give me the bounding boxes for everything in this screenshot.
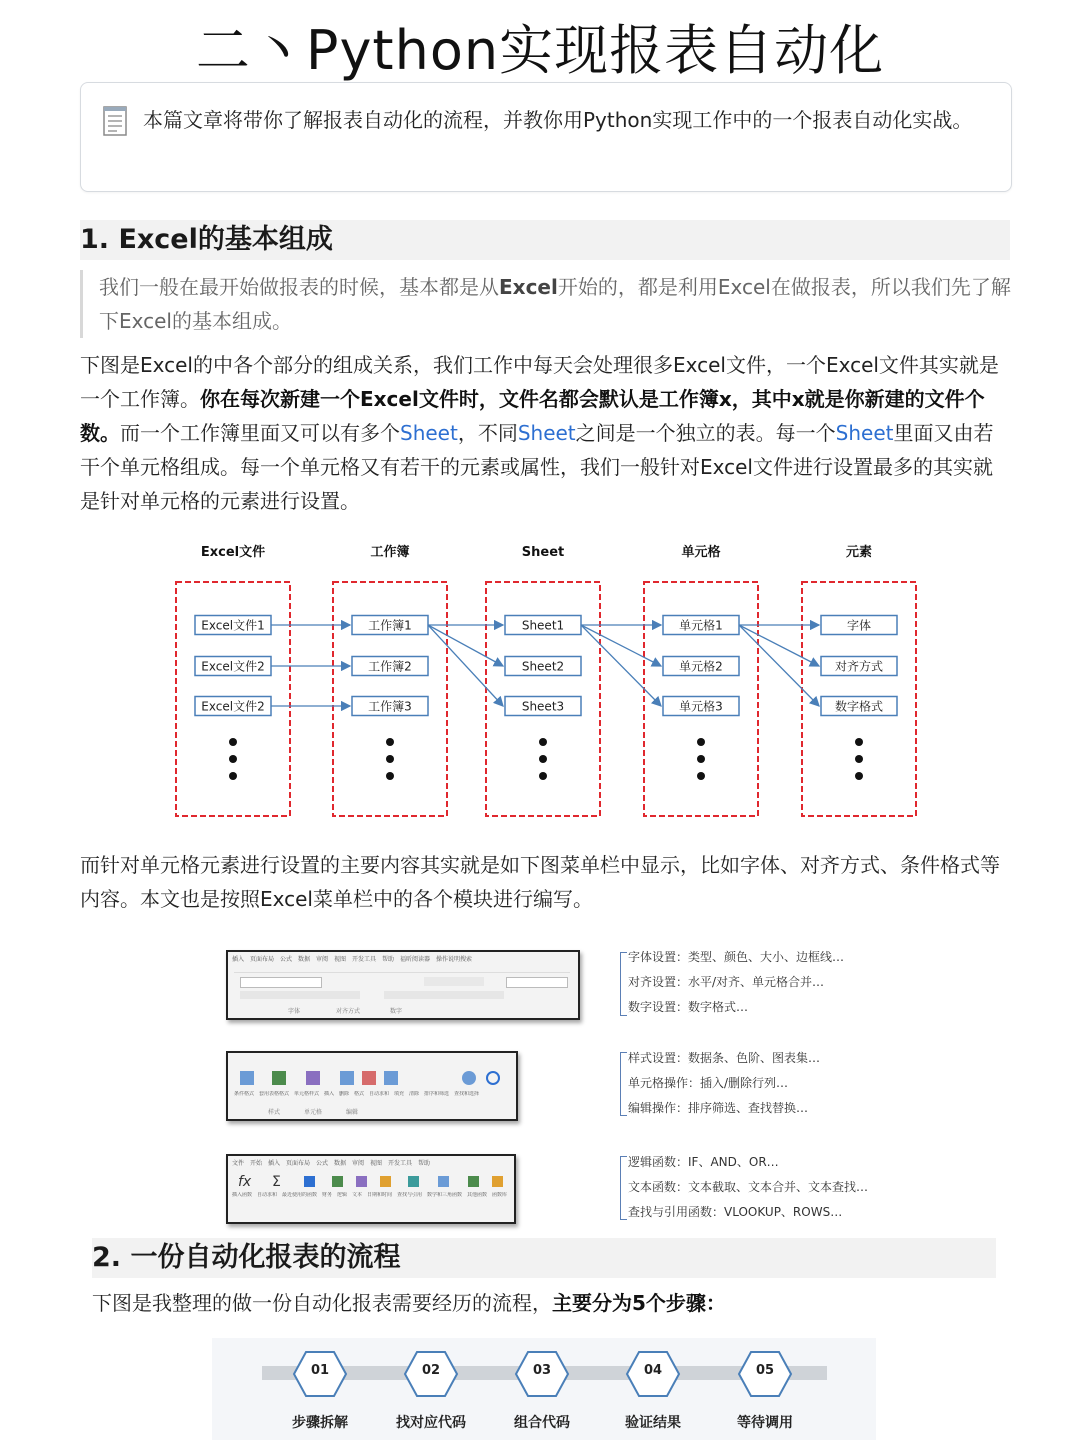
ellipsis-dot bbox=[386, 772, 394, 780]
step-number: 05 bbox=[755, 1363, 775, 1378]
ellipsis-dot bbox=[229, 755, 237, 763]
para-1c: 而一个工作簿里面又可以有多个 bbox=[120, 421, 400, 445]
ellipsis-dot bbox=[229, 772, 237, 780]
paragraph-flow bbox=[92, 1286, 1022, 1320]
diagram-item-label: 单元格2 bbox=[679, 659, 723, 674]
step-number: 04 bbox=[643, 1363, 663, 1378]
step-label: 找对应代码 bbox=[396, 1415, 466, 1431]
diagram-column-header: Sheet bbox=[521, 545, 565, 560]
step-label: 验证结果 bbox=[625, 1415, 681, 1431]
workflow-steps bbox=[212, 1338, 876, 1440]
ellipsis-dot bbox=[855, 755, 863, 763]
step-label: 步骤拆解 bbox=[292, 1415, 348, 1431]
desc-line: 字体设置：类型、颜色、大小、边框线… bbox=[628, 950, 845, 964]
diagram-item-label: 单元格1 bbox=[679, 618, 723, 633]
diagram-item-label: 工作簿3 bbox=[368, 699, 412, 714]
excel-structure-diagram bbox=[170, 538, 930, 828]
step-label: 等待调用 bbox=[737, 1415, 793, 1431]
para-1b-bold: 你在每次新建一个Excel文件时，文件名都会默认是工作簿x，其中x就是你新建的文件个数。 bbox=[80, 387, 985, 445]
ribbon-groups: 字体 对齐方式 数字 bbox=[288, 1008, 403, 1015]
quote-text-pre: 我们一般在最开始做报表的时候，基本都是从 bbox=[99, 275, 499, 299]
intro-callout bbox=[80, 82, 1012, 192]
desc-line: 查找与引用函数：VLOOKUP、ROWS… bbox=[628, 1205, 843, 1219]
ribbon-tabs: 文件 开始 插入 页面布局 公式 数据 审阅 视图 开发工具 帮助 bbox=[232, 1160, 431, 1167]
step-number: 02 bbox=[421, 1363, 441, 1378]
section-heading-1 bbox=[80, 220, 1010, 260]
diagram-item-label: 数字格式 bbox=[834, 699, 884, 714]
diagram-column-header: 元素 bbox=[845, 545, 873, 560]
ellipsis-dot bbox=[855, 772, 863, 780]
step-hexagon-icon bbox=[514, 1350, 570, 1398]
ribbon-groups: 插入函数 自动求和 最近使用的函数 财务 逻辑 文本 日期和时间 查找与引用 数学和三角函数 其他函数 函数库 bbox=[232, 1192, 508, 1198]
ribbon-formulas: 文件 开始 插入 页面布局 公式 数据 审阅 视图 开发工具 帮助 fx Σ 插入函数 自动求和 最近使用的函数 财务 逻辑 文本 日期和时间 查找与引用 数学和三角函数 其他函数 函数库 bbox=[226, 1154, 516, 1224]
desc-line: 编辑操作：排序筛选、查找替换… bbox=[628, 1101, 809, 1115]
diagram-item-label: 工作簿2 bbox=[368, 659, 412, 674]
formulas-desc bbox=[628, 1150, 868, 1225]
quote-text-bold: Excel bbox=[499, 275, 558, 299]
style-cell-desc bbox=[628, 1046, 820, 1121]
ribbon-tabs: 插入 页面布局 公式 数据 审阅 视图 开发工具 帮助 福昕阅读器 操作说明搜索 bbox=[232, 956, 473, 963]
ribbon-tabs: 条件格式 套用表格格式 单元格样式 插入 删除 格式 自动求和 填充 清除 排序和筛选 查找和选择 bbox=[234, 1091, 480, 1097]
paragraph-cell-settings: 而针对单元格元素进行设置的主要内容其实就是如下图菜单栏中显示，比如字体、对齐方式、条件格式等内容。本文也是按照Excel菜单栏中的各个模块进行编写。 bbox=[80, 853, 1000, 911]
step-label: 组合代码 bbox=[514, 1415, 570, 1431]
diagram-arrow bbox=[739, 625, 819, 706]
diagram-item-label: Excel文件1 bbox=[201, 618, 265, 633]
step-hexagon-icon bbox=[625, 1350, 681, 1398]
desc-line: 文本函数：文本截取、文本合并、文本查找… bbox=[628, 1180, 869, 1194]
section-heading-1-text: 1. Excel的基本组成 bbox=[80, 224, 333, 255]
flow-text: 下图是我整理的做一份自动化报表需要经历的流程， bbox=[92, 1291, 552, 1315]
diagram-arrow bbox=[581, 625, 661, 666]
sheet-term: Sheet bbox=[835, 421, 894, 445]
ribbon-style-cell-edit bbox=[226, 1051, 518, 1121]
diagram-item-label: 字体 bbox=[846, 618, 872, 633]
step-number: 01 bbox=[310, 1363, 330, 1378]
desc-line: 单元格操作：插入/删除行列… bbox=[628, 1076, 789, 1090]
diagram-item-label: Sheet3 bbox=[521, 699, 565, 714]
step-hexagon-icon bbox=[737, 1350, 793, 1398]
quote-text-post: 开始的，都是利用Excel在做报表，所以我们先了解下Excel的基本组成。 bbox=[99, 275, 1011, 333]
ellipsis-dot bbox=[386, 755, 394, 763]
diagram-item-label: Excel文件2 bbox=[201, 699, 265, 714]
ellipsis-dot bbox=[539, 755, 547, 763]
ellipsis-dot bbox=[539, 772, 547, 780]
desc-line: 样式设置：数据条、色阶、图表集… bbox=[628, 1051, 821, 1065]
sheet-term: Sheet bbox=[400, 421, 458, 445]
quote-text bbox=[83, 270, 1013, 338]
ellipsis-dot bbox=[386, 738, 394, 746]
para-1e: 之间是一个独立的表。每一个 bbox=[575, 421, 836, 445]
desc-line: 数字设置：数字格式… bbox=[628, 1000, 749, 1014]
diagram-item-label: 对齐方式 bbox=[834, 659, 884, 674]
diagram-item-label: Excel文件2 bbox=[201, 659, 265, 674]
section-heading-2-text: 2. 一份自动化报表的流程 bbox=[92, 1242, 401, 1273]
step-number: 03 bbox=[532, 1363, 552, 1378]
ellipsis-dot bbox=[855, 738, 863, 746]
para-1d: ，不同 bbox=[457, 421, 518, 445]
memo-icon bbox=[101, 105, 129, 137]
diagram-item-label: 单元格3 bbox=[679, 699, 723, 714]
ellipsis-dot bbox=[229, 738, 237, 746]
desc-line: 对齐设置：水平/对齐、单元格合并… bbox=[628, 975, 825, 989]
diagram-column-header: 单元格 bbox=[681, 545, 721, 560]
diagram-arrow bbox=[428, 625, 503, 666]
step-hexagon-icon bbox=[403, 1350, 459, 1398]
diagram-item-label: 工作簿1 bbox=[368, 618, 412, 633]
diagram-item-label: Sheet1 bbox=[521, 618, 565, 633]
diagram-arrow bbox=[581, 625, 661, 706]
diagram-arrow bbox=[739, 625, 819, 666]
diagram-column-header: Excel文件 bbox=[200, 545, 266, 560]
section-heading-2 bbox=[92, 1238, 996, 1278]
paragraph-excel-structure bbox=[80, 348, 1010, 518]
callout-text: 本篇文章将带你了解报表自动化的流程，并教你用Python实现工作中的一个报表自动化实战。 bbox=[143, 108, 973, 132]
ellipsis-dot bbox=[539, 738, 547, 746]
blockquote bbox=[80, 270, 1013, 338]
ribbon-font-align-number bbox=[226, 950, 580, 1020]
ellipsis-dot bbox=[697, 738, 705, 746]
diagram-arrow bbox=[428, 625, 503, 706]
font-align-desc bbox=[628, 945, 844, 1020]
diagram-column-header: 工作簿 bbox=[370, 545, 410, 560]
ribbon-groups: 样式 单元格 编辑 bbox=[268, 1109, 359, 1116]
para-1a: 下图是Excel的中各个部分的组成关系，我们工作中每天会处理很多Excel文件，一个Excel文件其实就是一个工作簿。 bbox=[80, 353, 999, 411]
para-1f: 里面又由若干个单元格组成。每一个单元格又有若干的元素或属性，我们一般针对Excel文件进行设置最多的其实就是针对单元格的元素进行设置。 bbox=[80, 421, 994, 513]
sheet-term: Sheet bbox=[517, 421, 576, 445]
step-hexagon-icon bbox=[292, 1350, 348, 1398]
desc-line: 逻辑函数：IF、AND、OR… bbox=[628, 1155, 779, 1169]
page-title: 二丶Python实现报表自动化 bbox=[195, 19, 885, 82]
flow-text-bold: 主要分为5个步骤： bbox=[552, 1291, 726, 1315]
ellipsis-dot bbox=[697, 772, 705, 780]
diagram-item-label: Sheet2 bbox=[521, 659, 565, 674]
ellipsis-dot bbox=[697, 755, 705, 763]
